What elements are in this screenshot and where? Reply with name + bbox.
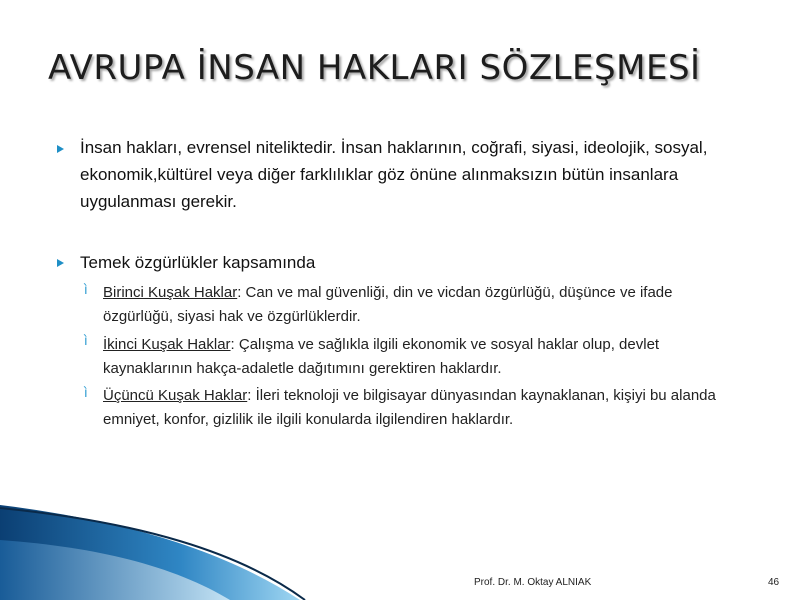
bullet-arrow-icon (57, 145, 64, 153)
sub-item-text: : Çalışma ve sağlıkla ilgili ekonomik ve sosyal haklar olup, devlet kaynaklarının hakça-adaletle dağıtımını gerektiren haklardır. (103, 336, 660, 377)
paragraph: Temek özgürlükler kapsamında (80, 253, 316, 272)
sub-bullet-icon: ì (84, 386, 88, 401)
page-title: AVRUPA İNSAN HAKLARI SÖZLEŞMESİ (48, 48, 701, 88)
sub-bullet-icon: ì (84, 283, 88, 298)
sub-item (103, 333, 743, 381)
bullet-arrow-icon (57, 259, 64, 267)
sub-item-term: İkinci Kuşak Haklar (103, 336, 231, 353)
page-number: 46 (768, 577, 780, 588)
sub-item (103, 281, 743, 329)
sub-item-term: Üçüncü Kuşak Haklar (103, 387, 248, 404)
paragraph: İnsan hakları, evrensel niteliktedir. İnsan haklarının, coğrafi, siyasi, ideolojik, sosyal, ekonomik,kültürel veya diğer farklılıklar göz önüne alınmaksızın bütün insanlara uygulanması gerekir. (80, 138, 708, 211)
sub-item-term: Birinci Kuşak Haklar (103, 284, 238, 301)
sub-bullet-icon: ì (84, 334, 88, 349)
sub-item-text: : İleri teknoloji ve bilgisayar dünyasından kaynaklanan, kişiyi bu alanda emniyet, konfor, gizlilik ile ilgili konularda ilgilendiren haklardır. (103, 387, 716, 428)
sub-item-text: : Can ve mal güvenliği, din ve vicdan özgürlüğü, düşünce ve ifade özgürlüğü, siyasi hak ve özgürlüklerdir. (103, 284, 673, 325)
sub-item (103, 384, 743, 432)
footer-author: Prof. Dr. M. Oktay ALNIAK (474, 577, 592, 588)
